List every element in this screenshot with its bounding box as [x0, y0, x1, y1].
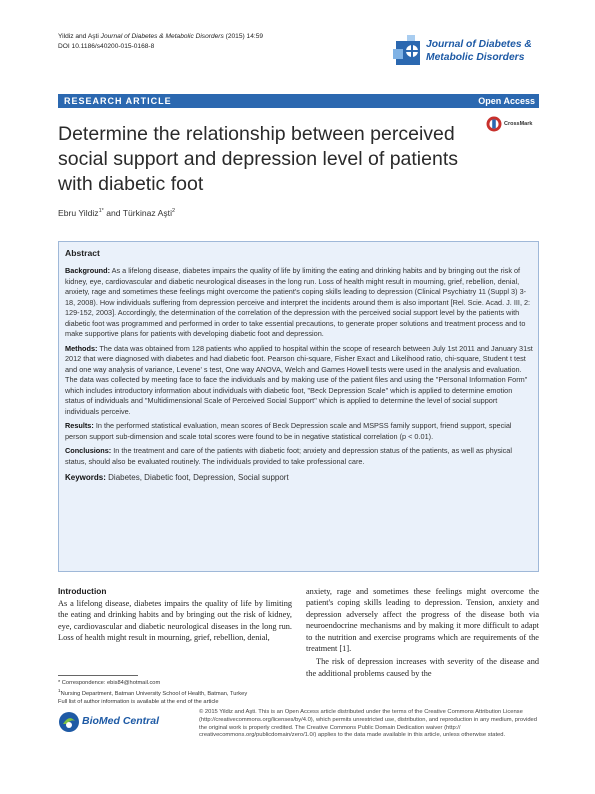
body-column-left	[58, 586, 292, 644]
results-label: Results:	[65, 421, 94, 430]
author-2[interactable]: Türkinaz Aşti	[122, 208, 172, 218]
abstract-body	[65, 266, 533, 488]
citation-doi[interactable]: DOI 10.1186/s40200-015-0168-8	[58, 43, 155, 50]
journal-name-line2: Metabolic Disorders	[426, 51, 525, 63]
abstract-results	[65, 421, 533, 442]
crossmark-icon	[486, 116, 502, 132]
conclusions-text: In the treatment and care of the patients with diabetic foot; anxiety and depression status of the patients, as well as physical status, should also be evaluated routinely. The individuals provided to take professional care.	[65, 446, 512, 466]
publisher-name: BioMed Central	[82, 715, 160, 727]
abstract-background	[65, 266, 533, 340]
abstract-conclusions	[65, 446, 533, 467]
keywords-label: Keywords:	[65, 473, 106, 482]
background-label: Background:	[65, 266, 110, 275]
methods-label: Methods:	[65, 343, 98, 353]
conclusions-label: Conclusions:	[65, 446, 112, 455]
crossmark-badge[interactable]	[486, 116, 546, 134]
author-and: and	[103, 208, 123, 218]
methods-text: The data was obtained from 128 patients who applied to hospital within the scope of research between July 1st 2011 and January 31st 2012 that were diagnosed with diabetes and had diabetic foot. Pearson chi-square, Fisher Exact and Likelihood ratio, chi-square, Student t test and one way analysis of variance, Levene' s test, One way ANOVA, Welch and Games Howell tests were used in the analysis and evaluation. The data was collected by meeting face to face the individuals and by making use of the patient files and using the "Personal Information Form" which includes introductory information about individuals with diabetic foot, "Beck Depression Scale" which is applied to determine emotion status of individuals and "Multidimensional Scale of Perceived Social Support" which is applied to determine the level of social support individuals perceive.	[65, 343, 533, 416]
journal-logo-icon	[393, 35, 423, 69]
results-text: In the performed statistical evaluation, mean scores of Beck Depression scale and MSPSS family support, friend support, special person support sub-dimension and scale total scores were found to be in negative statistical correlation (p < 0.01).	[65, 421, 512, 441]
open-access-label: Open Access	[478, 96, 535, 106]
keywords-text: Diabetes, Diabetic foot, Depression, Social support	[108, 473, 289, 482]
affiliation-number: 1	[58, 688, 61, 694]
footnotes	[58, 679, 298, 706]
correspondence[interactable]: * Correspondence: ebis84@hotmail.com	[58, 680, 161, 686]
citation-journal: Journal of Diabetes & Metabolic Disorders	[100, 33, 224, 40]
crossmark-label: CrossMark	[504, 121, 533, 127]
abstract-heading: Abstract	[65, 248, 100, 258]
journal-name	[426, 39, 532, 64]
background-text: As a lifelong disease, diabetes impairs the quality of life by limiting the eating and drinking habits and by bringing out the risk of kidney, eye, cardiovascular and diabetic neurological diseases in the long run. Loss of health might result in mourning, grief, rebellion, denial, anxiety, rage and sometimes these feelings might overcome the patient's coping skills leading to depression (Clinical Psychiatry 11 (Suppl 3) 3-18, 2008). How individuals suffering from depression perceive and interpret the incidents around them is also important [Rel. Scie. Acad. J. III, 2: 129-152, 2003]. Accordingly, the determination of the correlation of the depression with the perceived social support level by the patients with diabetic foot was programmed and performed in order to take essential precautions, to generate proper solutions and treatment process and to make supportive plans for patients with developing diabetic foot and depression.	[65, 266, 531, 338]
author-2-affil: 2	[171, 208, 176, 215]
introduction-paragraph-1-continued: anxiety, rage and sometimes these feelings might overcome the patient's coping skills leading to depression. Tension, anxiety and depression adversely affect the progress of the disease both via neuroendocrine mechanisms and by making it more difficult to adapt to the nutrition and exercise programs which are requirements of the treatment [1].	[306, 587, 539, 654]
introduction-heading: Introduction	[58, 586, 107, 596]
abstract-keywords	[65, 473, 533, 484]
introduction-paragraph-2: The risk of depression increases with severity of the disease and the additional problems caused by the	[306, 657, 539, 678]
citation-volume: (2015) 14:59	[225, 33, 264, 40]
affiliation	[58, 688, 298, 698]
license-notice: © 2015 Yildiz and Aşti. This is an Open Access article distributed under the terms of the Creative Commons Attribution License (http://creativecommons.org/licenses/by/4.0), which permits unrestricted use, distribution, and reproduction in any medium, provided the original work is properly credited. The Creative Commons Public Domain Dedication waiver (http:// creativecommons.org/publicdomain/zero/1.0/) applies to the data made available in this article, unless otherwise stated.	[199, 709, 537, 739]
author-1-affil: 1*	[98, 208, 104, 215]
author-info-note: Full list of author information is available at the end of the article	[58, 698, 219, 705]
author-list	[58, 208, 175, 218]
citation-header	[58, 32, 263, 52]
article-type-bar	[58, 94, 539, 108]
body-column-right	[306, 586, 539, 679]
abstract-box	[58, 241, 539, 572]
publisher-logo[interactable]	[58, 710, 178, 734]
abstract-methods	[65, 344, 533, 418]
affiliation-text: Nursing Department, Batman University School of Health, Batman, Turkey	[60, 690, 248, 697]
introduction-paragraph-1: As a lifelong disease, diabetes impairs the quality of life by limiting the eating and drinking habits and by bringing out the risk of kidney, eye, cardiovascular and diabetic neurological diseases in the long run. Loss of health might result in mourning, grief, rebellion, denial,	[58, 599, 292, 643]
article-title: Determine the relationship between perceived social support and depression level of patients with diabetic foot	[58, 123, 458, 195]
citation-authors: Yildiz and Aşti	[58, 33, 99, 40]
biomed-central-icon	[58, 711, 80, 733]
article-type-label: RESEARCH ARTICLE	[64, 96, 172, 106]
journal-name-line1: Journal of Diabetes &	[426, 39, 532, 50]
author-1[interactable]: Ebru Yildiz	[58, 208, 99, 218]
journal-logo[interactable]	[393, 33, 543, 73]
footnote-rule	[58, 675, 138, 676]
